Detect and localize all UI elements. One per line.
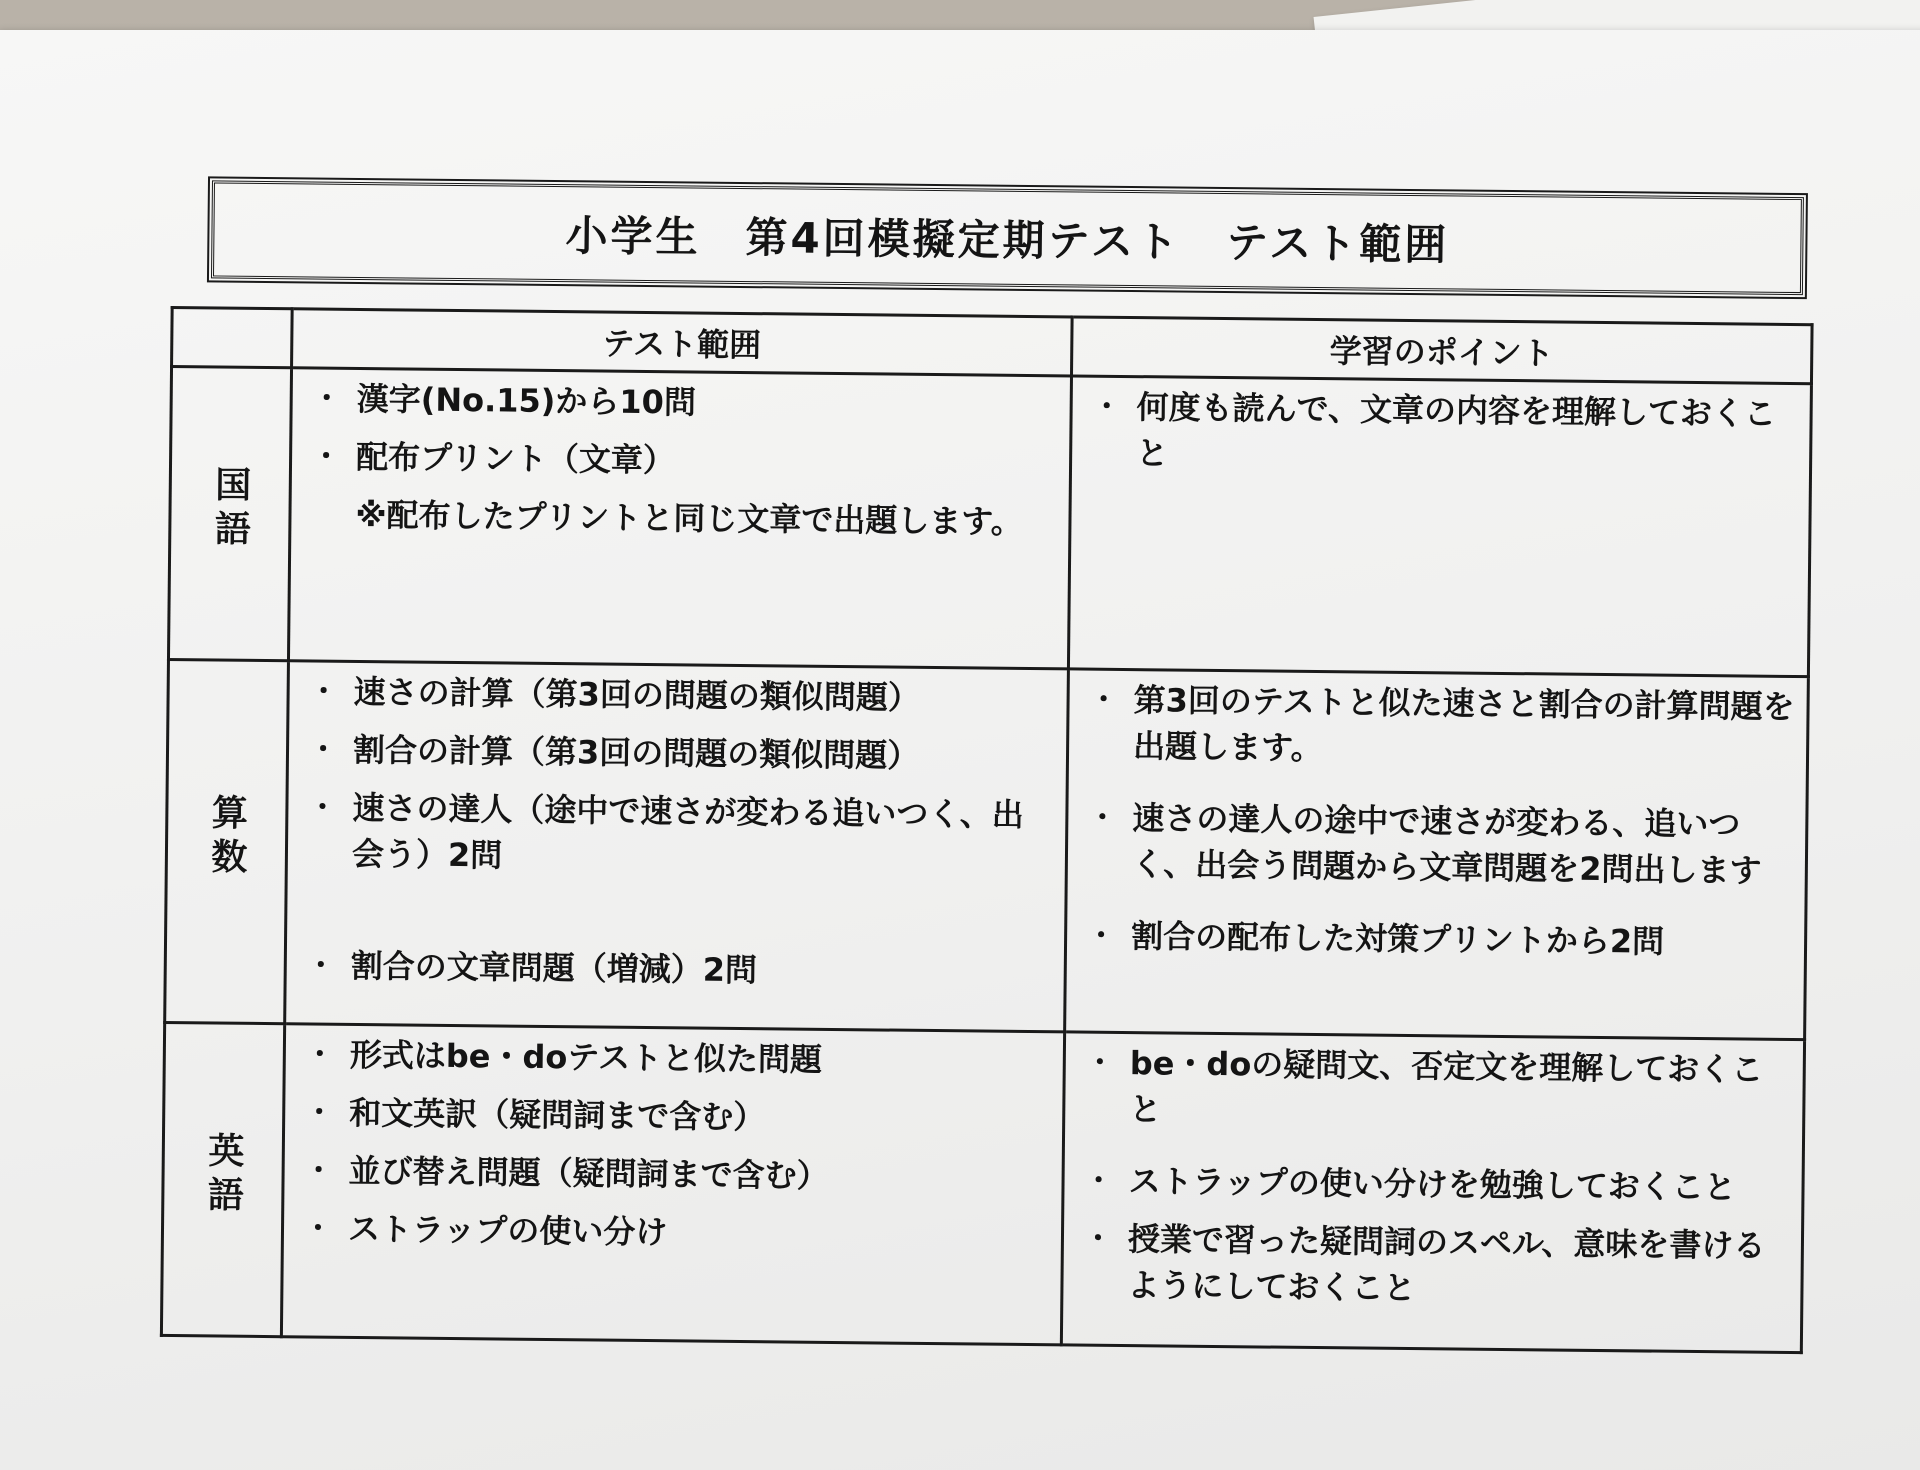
document-title: 小学生 第4回模擬定期テスト テスト範囲 <box>565 211 1450 270</box>
range-list <box>284 1025 1064 1281</box>
header-subject <box>172 308 293 368</box>
list-item: ・ be・doの疑問文、否定文を理解しておくこと <box>1085 1040 1793 1139</box>
point-cell <box>1061 1032 1804 1353</box>
range-note: ※配布したプリントと同じ文章で出題します。 <box>355 495 1023 541</box>
point-list <box>1067 670 1807 988</box>
subject-cell <box>168 367 291 661</box>
list-item: ・ 形式はbe・doテストと似た問題 <box>306 1031 1053 1085</box>
point-cell <box>1068 376 1811 677</box>
header-point: 学習のポイント <box>1071 317 1812 384</box>
table-row-kokugo <box>168 367 1811 677</box>
range-list <box>286 662 1067 1018</box>
table-row-sansu <box>165 659 1809 1039</box>
list-item: ・ 割合の計算（第3回の問題の類似問題） <box>309 726 1056 780</box>
subject-cell <box>165 659 289 1023</box>
header-range: テスト範囲 <box>292 309 1073 376</box>
test-range-table <box>160 306 1814 1354</box>
list-item: ・ 速さの達人の途中で速さが変わる、追いつく、出会う問題から文章問題を2問出します <box>1088 795 1796 894</box>
range-list <box>291 369 1070 567</box>
list-item: ・ 第3回のテストと似た速さと割合の計算問題を出題します。 <box>1089 677 1797 776</box>
subject-cell <box>161 1022 284 1336</box>
range-cell <box>281 1024 1064 1345</box>
list-item: ・ 漢字(No.15)から10問 <box>312 375 1059 429</box>
test-range-document <box>160 180 1832 1354</box>
list-item: ・ 並び替え問題（疑問詞まで含む） <box>304 1147 1051 1201</box>
range-cell <box>288 368 1071 669</box>
subject-label-eigo: 英語 <box>202 1130 245 1220</box>
subject-label-sansu: 算数 <box>205 792 248 882</box>
paper-sheet <box>0 30 1920 1470</box>
table-row-eigo <box>161 1022 1804 1352</box>
list-item: ・ 速さの計算（第3回の問題の類似問題） <box>309 668 1056 722</box>
list-item: ・ ストラップの使い分けを勉強しておくこと <box>1084 1158 1791 1211</box>
list-item: ・ 何度も読んで、文章の内容を理解しておくこと <box>1092 384 1800 483</box>
point-list <box>1063 1033 1803 1337</box>
list-item: ・ ストラップの使い分け <box>304 1205 1051 1259</box>
point-list <box>1072 377 1810 505</box>
subject-label-kokugo: 国語 <box>209 464 252 554</box>
point-cell <box>1065 669 1809 1040</box>
list-item: ・ 割合の配布した対策プリントから2問 <box>1087 913 1794 966</box>
list-item: ・ 割合の文章問題（増減）2問 <box>307 942 1054 996</box>
list-item: ・ 和文英訳（疑問詞まで含む） <box>305 1089 1052 1143</box>
list-item: ・ 配布プリント（文章） <box>312 433 1059 487</box>
title-box <box>211 180 1804 295</box>
list-item: ・ 速さの達人（途中で速さが変わる追いつく、出会う）2問 <box>308 784 1056 884</box>
range-cell <box>285 661 1069 1032</box>
list-item: ・ 授業で習った疑問詞のスペル、意味を書けるようにしておくこと <box>1083 1216 1791 1315</box>
